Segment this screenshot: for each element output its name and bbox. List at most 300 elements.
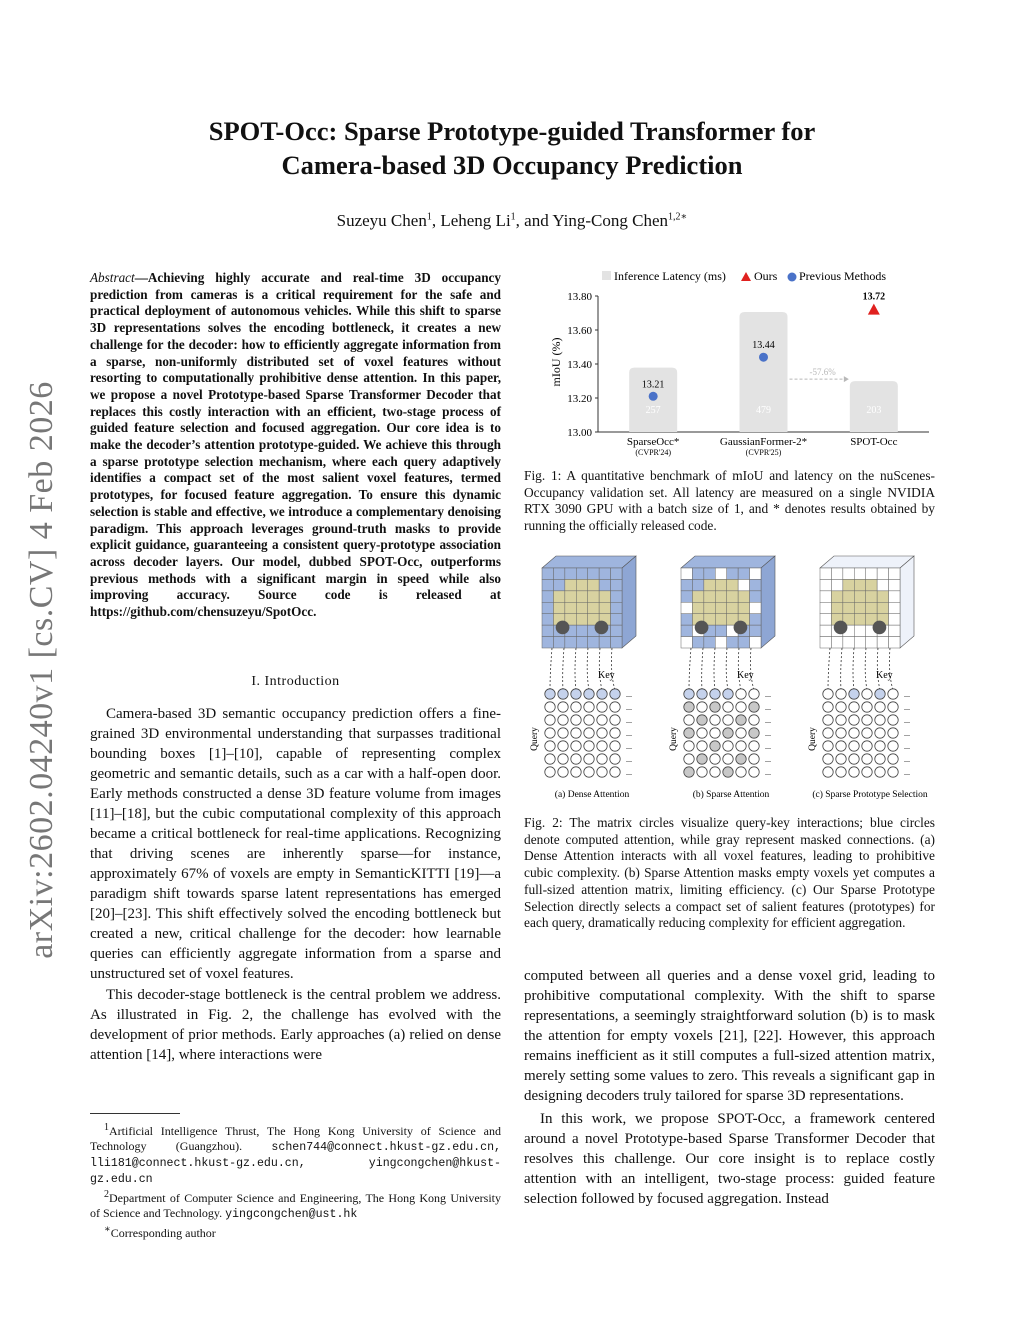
voxel-cell — [576, 625, 587, 636]
attention-circle — [684, 702, 694, 712]
footnote-3-text: Corresponding author — [110, 1226, 216, 1240]
intro-right-column — [524, 966, 935, 1209]
x-tick-label: SparseOcc* — [626, 436, 680, 448]
attention-circle — [723, 741, 733, 751]
attention-circle — [610, 754, 620, 764]
voxel-cell — [854, 579, 865, 590]
attention-circle — [823, 689, 833, 699]
voxel-cell — [866, 637, 877, 648]
attention-panel-1 — [530, 556, 636, 800]
abstract-dash: — — [134, 270, 148, 285]
arxiv-sidebar — [12, 380, 72, 960]
attention-circle — [597, 702, 607, 712]
attention-circle — [888, 702, 898, 712]
attention-circle — [749, 754, 759, 764]
voxel-cell — [704, 568, 715, 579]
attention-circle — [597, 728, 607, 738]
legend-ours-marker — [741, 272, 751, 281]
attention-circle — [571, 689, 581, 699]
y-tick-label: 13.60 — [567, 325, 592, 337]
voxel-cell — [843, 568, 854, 579]
voxel-cell — [727, 602, 738, 613]
voxel-cell — [692, 591, 703, 602]
attention-circle — [862, 715, 872, 725]
x-tick-venue: (CVPR'25) — [745, 448, 782, 457]
voxel-cell — [681, 625, 692, 636]
attention-circle — [875, 767, 885, 777]
voxel-cell — [854, 625, 865, 636]
attention-circle — [610, 767, 620, 777]
attention-circle — [597, 754, 607, 764]
query-label: Query — [669, 727, 679, 751]
attention-circle — [736, 754, 746, 764]
voxel-cell — [820, 637, 831, 648]
legend-previous-marker — [788, 273, 797, 282]
intro-paragraph-1: Camera-based 3D semantic occupancy prediction offers a fine-grained 3D environmental understanding that surpasses traditional bounding boxes [1]–[10], capable of representing complex geometric and semantic details, such as a car with a half-open door. Early methods constructed a dense 3D feature volume from images [11]–[18], but the cubic computational complexity of this approach became a critical bottleneck for real-time applications. Recognizing that driving scenes are inherently sparse—for instance, approximately 67% of voxels are empty in SemanticKITTI [19]—a paradigm shift towards sparse latent representations has emerged [20]–[23]. This shift effectively solved the encoding bottleneck but created a new, critical challenge for the decoder: how learnable queries can efficiently aggregate information from a sparse and unstructured set of voxel features. — [90, 706, 501, 982]
attention-circle — [697, 767, 707, 777]
voxel-cell — [553, 568, 564, 579]
attention-circle — [558, 741, 568, 751]
voxel-cell — [727, 591, 738, 602]
attention-circle — [571, 702, 581, 712]
voxel-cell — [877, 602, 888, 613]
car-wheel — [873, 621, 887, 635]
voxel-cell — [831, 568, 842, 579]
voxel-cell — [889, 614, 900, 625]
voxel-cell — [715, 579, 726, 590]
paper-title — [0, 114, 1024, 182]
voxel-cell — [750, 579, 761, 590]
attention-circle — [545, 689, 555, 699]
abstract-label: Abstract — [90, 270, 135, 285]
voxel-cell — [588, 568, 599, 579]
voxel-cell — [704, 637, 715, 648]
attention-circle — [875, 754, 885, 764]
voxel-cell — [715, 625, 726, 636]
panel-label: (b) Sparse Attention — [692, 790, 770, 800]
query-label: Query — [530, 727, 540, 751]
voxel-cell — [727, 579, 738, 590]
attention-circle — [749, 689, 759, 699]
attention-circle — [862, 702, 872, 712]
miou-point-previous — [649, 392, 658, 401]
key-link — [738, 648, 741, 690]
panel-label: (a) Dense Attention — [554, 790, 630, 800]
voxel-cell — [866, 591, 877, 602]
attention-circle — [697, 741, 707, 751]
row-ellipsis: ... — [626, 729, 632, 738]
title-line-2: Camera-based 3D Occupancy Prediction — [281, 150, 743, 180]
attention-circle — [836, 741, 846, 751]
key-link — [865, 648, 867, 690]
voxel-cell — [750, 602, 761, 613]
section-heading-introduction: I. Introduction — [251, 674, 340, 689]
attention-circle — [723, 689, 733, 699]
voxel-cell — [611, 579, 622, 590]
voxel-cell — [565, 591, 576, 602]
attention-circle — [684, 728, 694, 738]
attention-circle — [710, 689, 720, 699]
latency-bar-label: 257 — [645, 405, 661, 416]
attention-circle — [710, 754, 720, 764]
car-wheel — [734, 621, 748, 635]
voxel-cell — [750, 625, 761, 636]
attention-circle — [571, 754, 581, 764]
voxel-cube-top — [820, 556, 914, 568]
attention-circle — [545, 715, 555, 725]
miou-point-ours — [868, 304, 880, 315]
voxel-cell — [877, 591, 888, 602]
attention-circle — [723, 702, 733, 712]
row-ellipsis: ... — [765, 768, 771, 777]
voxel-cell — [866, 579, 877, 590]
intro-paragraph-4: In this work, we propose SPOT-Occ, a framework centered around a novel Prototype-based Sparse Transformer Decoder that resolves this challenge. Our core insight is to replace costly attention with an intelligent, two-stage process: guided feature selection followed by focused aggregation. Instead — [524, 1111, 935, 1207]
key-link — [841, 648, 842, 690]
query-label: Query — [808, 727, 818, 751]
row-ellipsis: ... — [904, 703, 910, 712]
attention-circle — [584, 728, 594, 738]
attention-circle — [558, 728, 568, 738]
voxel-cell — [738, 602, 749, 613]
voxel-cell — [831, 637, 842, 648]
attention-circle — [875, 689, 885, 699]
voxel-cell — [877, 579, 888, 590]
attention-circle — [697, 754, 707, 764]
attention-circle — [710, 702, 720, 712]
voxel-cell — [565, 579, 576, 590]
attention-circle — [597, 715, 607, 725]
voxel-cube-side — [622, 556, 636, 648]
chart-ylabel: mIoU (%) — [549, 337, 563, 387]
attention-circle — [584, 689, 594, 699]
attention-circle — [684, 715, 694, 725]
attention-circle — [597, 767, 607, 777]
voxel-cell — [715, 568, 726, 579]
attention-circle — [558, 702, 568, 712]
attention-circle — [571, 741, 581, 751]
attention-circle — [723, 754, 733, 764]
y-tick-label: 13.20 — [567, 393, 592, 405]
attention-circle — [875, 715, 885, 725]
key-link — [611, 648, 615, 690]
voxel-cell — [750, 637, 761, 648]
y-tick-label: 13.80 — [567, 291, 592, 303]
voxel-cell — [599, 579, 610, 590]
attention-circle — [723, 728, 733, 738]
voxel-cell — [727, 637, 738, 648]
voxel-cell — [866, 568, 877, 579]
abstract-text: Achieving highly accurate and real-time 3D occupancy prediction from cameras is a critical requirement for the safe and practical deployment of autonomous vehicles. While this shift to sparse 3D representations solves the encoding bottleneck, it creates a new challenge for the decoder: how to efficiently aggregate information from a sparse, non-uniformly distributed set of voxel features without resorting to computationally prohibitive dense attention. In this paper, we propose a novel Prototype-based Sparse Transformer Decoder that replaces this costly interaction with an efficient, two-stage process of guided feature selection and focused aggregation. Our core idea is to make the decoder’s attention prototype-guided. We achieve this through a sparse prototype selection mechanism, where each query adaptively identifies a compact set of the most salient voxel features, termed prototypes, for focused feature aggregation. To ensure this dynamic selection is stable and effective, we introduce a complementary denoising paradigm. This approach leverages ground-truth masks to provide explicit guidance, guaranteeing a consistent query-prototype association across decoder layers. Our model, dubbed SPOT-Occ, outperforms previous methods with a significant margin in speed while also improving accuracy. Source code is released at https://github.com/chensuzeyu/SpotOcc. — [90, 270, 501, 620]
miou-label: 13.44 — [752, 340, 775, 352]
voxel-cell — [542, 614, 553, 625]
voxel-cell — [715, 591, 726, 602]
row-ellipsis: ... — [904, 742, 910, 751]
voxel-cell — [704, 602, 715, 613]
voxel-cell — [542, 568, 553, 579]
key-link — [889, 648, 893, 690]
attention-circle — [849, 689, 859, 699]
legend-latency-label: Inference Latency (ms) — [614, 269, 726, 283]
attention-circle — [836, 702, 846, 712]
attention-circle — [558, 767, 568, 777]
attention-circle — [749, 702, 759, 712]
voxel-cell — [553, 591, 564, 602]
voxel-cell — [576, 602, 587, 613]
annotation-arrowhead — [844, 376, 849, 382]
attention-circle — [723, 715, 733, 725]
intro-left-column — [90, 704, 501, 1065]
attention-circle — [823, 754, 833, 764]
attention-circle — [849, 728, 859, 738]
key-label: Key — [876, 670, 893, 681]
attention-circle — [684, 689, 694, 699]
attention-circle — [862, 689, 872, 699]
attention-circle — [736, 689, 746, 699]
row-ellipsis: ... — [765, 703, 771, 712]
voxel-cell — [681, 579, 692, 590]
voxel-cell — [576, 591, 587, 602]
key-link — [750, 648, 754, 690]
footnote-rule — [90, 1113, 180, 1114]
arxiv-id: arXiv:2602.04240v1 [cs.CV] 4 Feb 2026 — [23, 381, 60, 959]
attention-circle — [558, 715, 568, 725]
voxel-cell — [588, 591, 599, 602]
attention-circle — [836, 754, 846, 764]
row-ellipsis: ... — [904, 768, 910, 777]
voxel-cell — [820, 602, 831, 613]
voxel-cell — [553, 579, 564, 590]
x-tick-label: GaussianFormer-2* — [719, 436, 808, 448]
voxel-cell — [704, 591, 715, 602]
attention-circle — [584, 767, 594, 777]
voxel-cell — [588, 579, 599, 590]
row-ellipsis: ... — [765, 742, 771, 751]
attention-circle — [545, 702, 555, 712]
attention-circle — [597, 689, 607, 699]
key-link — [714, 648, 715, 690]
key-link — [689, 648, 691, 690]
intro-paragraph-2: This decoder-stage bottleneck is the central problem we address. As illustrated in Fig. 2, the challenge has evolved with the development of prior methods. Early approaches (a) relied on dense attention [14], where interactions were — [90, 987, 501, 1063]
abstract — [90, 270, 501, 621]
author-1-affil: 1 — [426, 211, 432, 223]
row-ellipsis: ... — [904, 755, 910, 764]
attention-circle — [862, 754, 872, 764]
voxel-cell — [565, 637, 576, 648]
key-link — [599, 648, 602, 690]
voxel-cell — [681, 568, 692, 579]
voxel-cell — [599, 591, 610, 602]
voxel-cell — [866, 602, 877, 613]
attention-circle — [888, 754, 898, 764]
voxel-cell — [542, 591, 553, 602]
row-ellipsis: ... — [904, 716, 910, 725]
voxel-cube-side — [900, 556, 914, 648]
voxel-cell — [542, 602, 553, 613]
voxel-cell — [889, 568, 900, 579]
voxel-cell — [681, 602, 692, 613]
attention-circle — [584, 715, 594, 725]
chart-xlabels — [627, 436, 898, 457]
voxel-cell — [576, 579, 587, 590]
voxel-cell — [877, 637, 888, 648]
attention-circle — [545, 728, 555, 738]
attention-circle — [888, 728, 898, 738]
attention-circle — [862, 741, 872, 751]
voxel-cell — [692, 568, 703, 579]
voxel-cell — [738, 591, 749, 602]
figure-2-caption: Fig. 2: The matrix circles visualize query-key interactions; blue circles denote computed attention, while gray represent masked connections. (a) Dense Attention interacts with all voxel features, leading to prohibitive cubic complexity. (b) Sparse Attention masks empty voxels yet computes a full-sized attention matrix, limiting efficiency. (c) Our Sparse Prototype Selection directly selects a compact set of salient features (prototypes) for each query, dramatically reducing complexity for efficient aggregation. — [524, 815, 935, 931]
chart-legend — [602, 269, 886, 283]
footnote-3-mark: ∗ — [104, 1224, 111, 1235]
voxel-cube-top — [542, 556, 636, 568]
voxel-cell — [681, 614, 692, 625]
attention-circle — [545, 767, 555, 777]
footnote-2-email: yingcongchen@ust.hk — [225, 1208, 358, 1221]
voxel-cell — [831, 591, 842, 602]
footnotes — [90, 1120, 501, 1241]
attention-circle — [888, 767, 898, 777]
voxel-cell — [692, 637, 703, 648]
voxel-cell — [820, 625, 831, 636]
attention-circle — [558, 689, 568, 699]
footnote-2-text: Department of Computer Science and Engineering, The Hong Kong University of Science and Technology. — [90, 1191, 501, 1220]
attention-circle — [823, 702, 833, 712]
miou-label: 13.72 — [862, 291, 886, 303]
row-ellipsis: ... — [765, 716, 771, 725]
attention-circle — [736, 728, 746, 738]
attention-circle — [862, 767, 872, 777]
footnote-1 — [90, 1120, 501, 1187]
attention-circle — [584, 702, 594, 712]
attention-circle — [823, 728, 833, 738]
car-wheel — [834, 621, 848, 635]
legend-previous-label: Previous Methods — [799, 269, 886, 283]
attention-circle — [571, 767, 581, 777]
y-tick-label: 13.40 — [567, 359, 592, 371]
attention-circle — [710, 715, 720, 725]
author-2-affil: 1 — [510, 211, 516, 223]
title-line-1: SPOT-Occ: Sparse Prototype-guided Transformer for — [208, 116, 816, 146]
voxel-cell — [843, 591, 854, 602]
voxel-cell — [831, 602, 842, 613]
attention-circle — [610, 689, 620, 699]
figure-1-caption: Fig. 1: A quantitative benchmark of mIoU and latency on the nuScenes-Occupancy validation set. All latency are measured on a single NVIDIA RTX 3090 GPU with a batch size of 1, and * denotes results obtained by running the officially released code. — [524, 468, 935, 534]
voxel-cell — [542, 625, 553, 636]
latency-bar-label: 203 — [866, 405, 882, 416]
voxel-cell — [750, 614, 761, 625]
voxel-cell — [750, 591, 761, 602]
voxel-cell — [715, 637, 726, 648]
key-link — [587, 648, 589, 690]
key-label: Key — [598, 670, 615, 681]
key-link — [563, 648, 564, 690]
latency-bar-label: 479 — [756, 405, 771, 416]
attention-circle — [684, 767, 694, 777]
voxel-cell — [750, 568, 761, 579]
attention-circle — [749, 767, 759, 777]
attention-circle — [545, 754, 555, 764]
attention-circle — [723, 767, 733, 777]
key-link — [853, 648, 854, 690]
voxel-cell — [611, 602, 622, 613]
voxel-cell — [692, 602, 703, 613]
voxel-cell — [820, 568, 831, 579]
attention-circle — [749, 741, 759, 751]
attention-circle — [571, 715, 581, 725]
attention-circle — [697, 715, 707, 725]
voxel-cell — [681, 637, 692, 648]
voxel-cell — [542, 637, 553, 648]
car-wheel — [595, 621, 609, 635]
footnote-1-text: Artificial Intelligence Thrust, The Hong Kong University of Science and Technology (Guangzhou). — [90, 1124, 501, 1153]
annotation-label: -57.6% — [809, 367, 836, 378]
row-ellipsis: ... — [626, 703, 632, 712]
voxel-cell — [576, 568, 587, 579]
voxel-cell — [877, 568, 888, 579]
panel-label: (c) Sparse Prototype Selection — [812, 790, 928, 800]
attention-circle — [862, 728, 872, 738]
voxel-cell — [553, 602, 564, 613]
chart-bars — [629, 312, 898, 432]
voxel-cell — [738, 637, 749, 648]
voxel-cell — [843, 579, 854, 590]
row-ellipsis: ... — [626, 755, 632, 764]
attention-panel-2 — [669, 556, 775, 800]
attention-circle — [697, 728, 707, 738]
attention-circle — [584, 741, 594, 751]
voxel-cell — [843, 602, 854, 613]
voxel-cell — [854, 568, 865, 579]
miou-point-previous — [759, 353, 768, 362]
voxel-cell — [611, 591, 622, 602]
attention-circle — [736, 741, 746, 751]
attention-circle — [836, 689, 846, 699]
attention-circle — [823, 741, 833, 751]
attention-circle — [610, 702, 620, 712]
row-ellipsis: ... — [765, 755, 771, 764]
row-ellipsis: ... — [626, 690, 632, 699]
attention-circle — [849, 767, 859, 777]
row-ellipsis: ... — [765, 729, 771, 738]
voxel-cell — [599, 568, 610, 579]
row-ellipsis: ... — [626, 716, 632, 725]
voxel-cell — [588, 637, 599, 648]
y-tick-label: 13.00 — [567, 427, 592, 439]
voxel-cell — [611, 637, 622, 648]
voxel-cell — [889, 602, 900, 613]
footnote-2-mark: 2 — [104, 1189, 109, 1200]
attention-panel-3 — [808, 556, 928, 800]
attention-circle — [849, 715, 859, 725]
legend-latency-swatch — [602, 271, 611, 280]
attention-circle — [597, 741, 607, 751]
voxel-cell — [611, 614, 622, 625]
attention-circle — [875, 741, 885, 751]
voxel-cell — [738, 568, 749, 579]
attention-circle — [571, 728, 581, 738]
voxel-cell — [542, 579, 553, 590]
voxel-cell — [588, 602, 599, 613]
attention-circle — [710, 767, 720, 777]
key-link — [877, 648, 880, 690]
footnote-1-mark: 1 — [104, 1122, 109, 1133]
voxel-cell — [715, 614, 726, 625]
legend-ours-label: Ours — [754, 269, 778, 283]
figure-2-diagram — [524, 548, 935, 806]
row-ellipsis: ... — [904, 690, 910, 699]
voxel-cell — [820, 579, 831, 590]
footnote-3 — [90, 1222, 501, 1241]
